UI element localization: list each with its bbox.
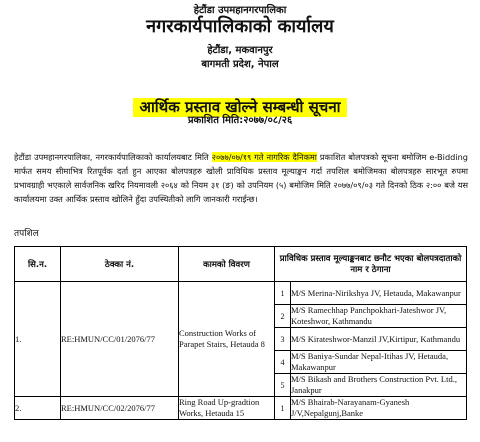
firm-index: 2 bbox=[275, 305, 291, 328]
row-work: Construction Works of Parapet Stairs, Hetauda 8 bbox=[179, 282, 275, 397]
location-line2: बागमती प्रदेश, नेपाल bbox=[201, 59, 279, 70]
row-work: Ring Road Up-gradtion Works, Hetauda 15 bbox=[179, 397, 275, 420]
firm-name: M/S Bikash and Brothers Construction Pvt. Ltd., Janakpur bbox=[291, 374, 467, 397]
header-ref: ठेक्का नं. bbox=[61, 247, 179, 282]
header-work: कामको विवरण bbox=[179, 247, 275, 282]
body-text-part1: हेटौंडा उपमहानगरपालिका, नगरकार्यपालिकाको कार्यालयबाट मिति bbox=[14, 152, 212, 162]
row-sn: 1. bbox=[15, 282, 61, 397]
row-sn: 2. bbox=[15, 397, 61, 420]
firm-index: 3 bbox=[275, 328, 291, 351]
firm-name: M/S Kirateshwor-Manzil JV,Kirtipur, Kathmandu bbox=[291, 328, 467, 351]
firm-index: 1 bbox=[275, 282, 291, 305]
firm-name: M/S Ramechhap Panchpokhari-Jateshwor JV, Koteshwor, Kathmandu bbox=[291, 305, 467, 328]
firm-name: M/S Bhairab-Narayanam-Gyanesh J/V,Nepalgunj,Banke bbox=[291, 397, 467, 420]
notice-body bbox=[14, 150, 468, 206]
location-line1: हेटौंडा, मकवानपुर bbox=[207, 45, 273, 56]
table-row bbox=[15, 397, 467, 420]
firm-index: 4 bbox=[275, 351, 291, 374]
row-ref: RE:HMUN/CC/02/2076/77 bbox=[61, 397, 179, 420]
notice-title: आर्थिक प्रस्ताव खोल्ने सम्बन्धी सूचना bbox=[133, 98, 346, 117]
header-sn: सि.न. bbox=[15, 247, 61, 282]
firm-name: M/S Merina-Nirikshya JV, Hetauda, Makawanpur bbox=[291, 282, 467, 305]
table-row bbox=[15, 282, 467, 305]
published-date: प्रकाशित मिति:२०७७/०८/२६ bbox=[187, 115, 293, 126]
firm-index: 5 bbox=[275, 374, 291, 397]
header-firms: प्राविधिक प्रस्ताव मूल्याङ्कनबाट छनौट भएका बोलपत्रदाताको नाम र ठेगाना bbox=[275, 247, 467, 282]
bid-table bbox=[14, 246, 467, 420]
notice-title-wrap bbox=[0, 97, 480, 117]
body-text-part2: प्रकाशित बोलपत्रको सूचना बमोजिम e-Bidding मार्फत समय सीमाभित्र रितपूर्वक दर्ता हुन आएका बोलपत्रहरु खोली प्राविधिक प्रस्ताव मूल्याङ्कन गर्दा तपशिल बमोजिमका बोलपत्रहरु सारभूत रुपमा प्रभावग्राही भएकाले सार्वजनिक खरिद नियमावली २०६४ को नियम ३१ (ङ) को उपनियम (५) बमोजिम मिति २०७७/०९/०३ गते दिनको ठिक २:०० बजे यस कार्यालयमा उक्त आर्थिक प्रस्ताव खोलिने हुँदा उपस्थितीको लागि जानकारी गराईन्छ। bbox=[14, 152, 468, 204]
details-label: तपशिल bbox=[14, 229, 39, 239]
office-title: नगरकार्यपालिकाको कार्यालय bbox=[146, 16, 334, 37]
body-highlight: २०७७/०७/१९ गते नागरिक दैनिकमा bbox=[211, 152, 317, 162]
firm-index: 1 bbox=[275, 397, 291, 420]
firm-name: M/S Baniya-Sundar Nepal-Itihas JV, Hetauda, Makawanpur bbox=[291, 351, 467, 374]
table-header-row bbox=[15, 247, 467, 282]
org-name-line1: हेटौंडा उपमहानगरपालिका bbox=[193, 5, 287, 16]
row-ref: RE:HMUN/CC/01/2076/77 bbox=[61, 282, 179, 397]
